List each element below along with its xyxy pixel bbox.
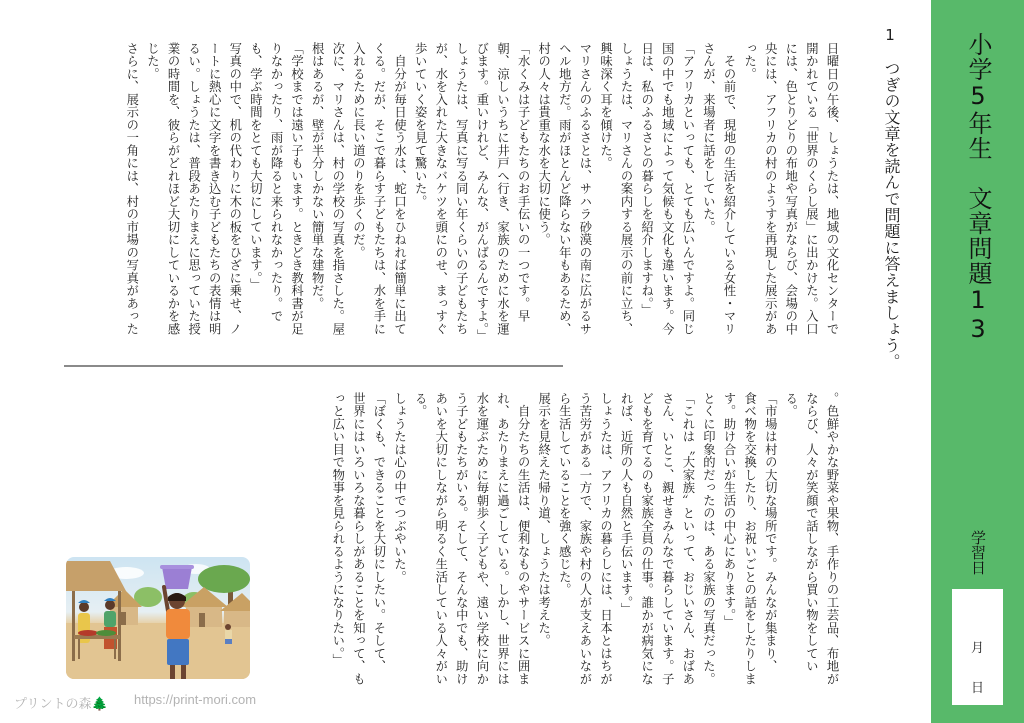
passage-line: 自分たちの生活は、便利なものやサービスに囲ま: [516, 392, 531, 686]
footer-url-link[interactable]: https://print-mori.com: [134, 692, 257, 707]
passage-line: 写真の中で、机の代わりに木の板をひざに乗せ、ノ: [227, 42, 242, 336]
passage-line: 水を運ぶために毎朝歩く子どもや、遠い学校に向か: [474, 392, 489, 686]
passage-line: りなかったり、雨が降ると来られなかったり。で: [268, 42, 283, 323]
passage-line: とくに印象的だったのは、ある家族の写真だった。: [701, 392, 716, 686]
study-date-box[interactable]: [952, 589, 1003, 705]
passage-line: れば、近所の人も自然と手伝います。」: [619, 392, 634, 616]
passage-line: 「市場は村の大切な場所です。みんなが集まり、: [763, 392, 778, 673]
passage-line: さんが、来場者に話をしていた。: [701, 42, 716, 234]
worksheet-title-text: 小学5年生 文章問題13: [964, 32, 992, 344]
passage-line: 展示を見終えた帰り道、しょうたは考えた。: [536, 392, 551, 647]
passage-line: 「学校までは遠い子もいます。ときどき教科書が足: [289, 42, 304, 336]
passage-line: 業の時間を、彼らがどれほど大切にしているかを感: [166, 42, 180, 336]
passage-line: う苦労がある一方で、家族や村の人が支えあいなが: [577, 392, 592, 686]
worksheet-title: [931, 28, 1024, 348]
passage-line: った。: [742, 42, 757, 81]
passage-line: 村の人々は貴重な水を大切に使う。: [536, 42, 551, 246]
passage-line: じた。: [145, 42, 160, 81]
passage-line: う子どもたちがいる。そして、そんな中でも、助け: [454, 392, 469, 686]
passage-line: ならび、人々が笑顔で話しながら買い物をしてい: [804, 392, 819, 673]
passage-line: しょうたは、マリさんの案内する展示の前に立ち、: [619, 42, 634, 336]
passage-line: 入れるために長い道のりを歩くのだ。: [351, 42, 366, 259]
passage-line: びます。重いけれど、みんな、がんばるんですよ。」: [474, 42, 489, 342]
passage-line: マリさんのふるさとは、サハラ砂漠の南に広がるサ: [577, 42, 592, 336]
passage-line: しょうたは、アフリカの暮らしには、日本とはちが: [598, 392, 613, 686]
passage-line: さらに、展示の一角には、村の市場の写真があった: [124, 42, 139, 336]
passage-line: 日は、私のふるさとの暮らしを紹介しますね。」: [639, 42, 654, 317]
passage-line: ら生活していることを強く感じた。: [557, 392, 572, 596]
passage-top: [62, 42, 842, 342]
passage-line: も、学ぶ時間をとても大切にしています。」: [248, 42, 263, 291]
passage-line: 国の中でも地域によって気候も文化も違います。今: [660, 42, 675, 336]
passage-line: が、水を入れた大きなバケツを頭にのせ、まっすぐ: [433, 42, 448, 336]
passage-line: 「アフリカといっても、とても広いんですよ。同じ: [680, 42, 695, 336]
passage-line: 「ぼくも、できることを大切にしたい。そして、: [371, 392, 386, 673]
passage-line: ートに熱心に文字を書き込む子どもたちの表情は明: [207, 42, 222, 336]
passage-line: 。色鮮やかな野菜や果物、手作りの工芸品、布地が: [825, 392, 839, 686]
passage-line: あいを大切にしながら明るく生活している人々がい: [433, 392, 448, 686]
passage-line: 開かれている「世界のくらし展」に出かけた。入口: [804, 42, 819, 336]
passage-line: 食べ物を交換したり、お祝いごとの話をしたりしま: [742, 392, 757, 686]
passage-line: には、色とりどりの布地や写真がならび、会場の中: [783, 42, 798, 336]
passage-line: る。: [783, 392, 798, 418]
passage-line: 「水くみは子どもたちのお手伝いの一つです。早: [516, 42, 531, 323]
day-label: 日: [970, 681, 984, 696]
passage-line: 「これは〝大家族〟といって、おじいさん、おばあ: [680, 392, 695, 686]
study-date-label: 学習日: [969, 530, 987, 575]
question-number: 1: [885, 26, 895, 44]
passage-line: す。助け合いが生活の中心にあります。」: [722, 392, 737, 629]
passage-line: ヘル地方だ。雨がほとんど降らない年もあるため、: [557, 42, 572, 336]
passage-line: 歩いていく姿を見て驚いた。: [413, 42, 428, 208]
passage-line: しょうたは心の中でつぶやいた。: [392, 392, 407, 584]
passage-line: 自分が毎日使う水は、蛇口をひねれば簡単に出て: [392, 42, 407, 336]
passage-line: しょうたは、写真に写る同い年くらいの子どもたち: [454, 42, 469, 336]
passage-line: れ、あたりまえに過ごしている。しかし、世界には: [495, 392, 510, 686]
passage-line: その前で、現地の生活を紹介している女性・マリ: [722, 42, 737, 336]
passage-line: 朝、涼しいうちに井戸へ行き、家族のために水を運: [495, 42, 510, 336]
passage-line: るい。しょうたは、普段あたりまえに思っていた授: [186, 42, 201, 336]
passage-line: さん、いとこ、親せきみんなで暮らしています。子: [660, 392, 675, 686]
passage-line: 根はあるが、壁が半分しかない簡単な建物だ。: [310, 42, 325, 310]
passage-line: 次に、マリさんは、村の学校の写真を指さした。屋: [330, 42, 345, 336]
passage-bottom: [282, 392, 842, 686]
village-illustration: [66, 557, 250, 679]
passage-line: る。: [413, 392, 428, 418]
passage-line: どもを育てるのも家族全員の仕事。誰かが病気にな: [639, 392, 654, 686]
passage-line: 日曜日の午後、しょうたは、地域の文化センターで: [825, 42, 839, 336]
passage-line: 世界にはいろいろな暮らしがあることを知って、も: [351, 392, 366, 686]
footer-brand: プリントの森🌲: [14, 697, 108, 712]
passage-line: くる。だが、そこで暮らす子どもたちは、水を手に: [371, 42, 386, 336]
month-label: 月: [970, 641, 984, 656]
passage-line: 央には、アフリカの村のようすを再現した展示があ: [763, 42, 778, 336]
passage-line: っと広い目で物事を見られるようになりたい。」: [330, 392, 345, 667]
question-instruction: つぎの文章を読んで問題に答えましょう。: [882, 60, 901, 370]
section-divider: [64, 365, 563, 367]
passage-line: 興味深く耳を傾けた。: [598, 42, 613, 170]
village-scene-image: [66, 557, 250, 679]
